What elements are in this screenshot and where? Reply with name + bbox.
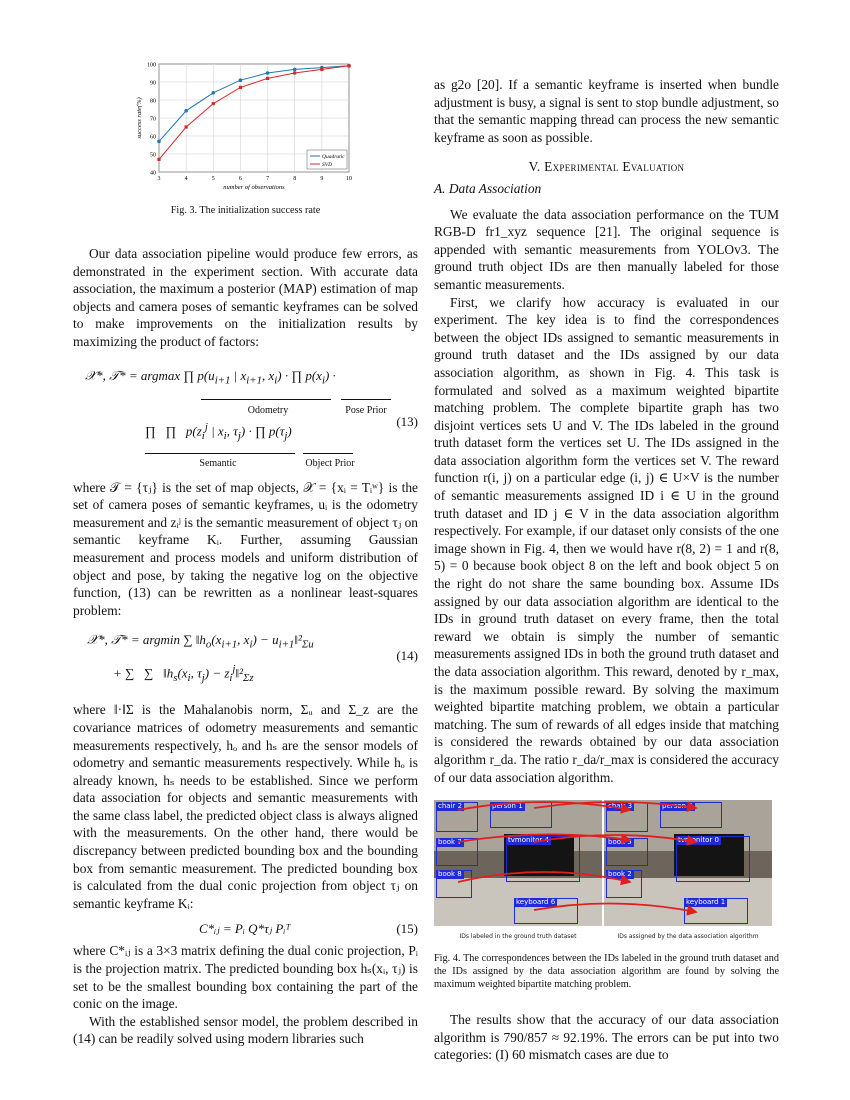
y-tick-label: 100 — [147, 62, 156, 69]
bounding-box-label: book 2 — [608, 870, 632, 879]
pose-prior-label: Pose Prior — [345, 404, 387, 416]
eq13-line2: ∏ ∏ $p(z_i^j$ | $x_i$, $\tau_j$) · ∏ $p(\tau_j)$ — [145, 420, 292, 442]
eq14-line2: + ∑ ∑ $‖h_s(x_i$, $\tau_j$) − $z_i^j‖^2_{\Sigma z}$ — [113, 663, 254, 685]
data-point — [239, 78, 243, 82]
equation-15 — [73, 916, 418, 942]
fig4-sublabel-right: IDs assigned by the data association algorithm — [617, 933, 759, 941]
bounding-box-label: chair 2 — [438, 802, 463, 811]
odometry-label: Odometry — [247, 404, 289, 416]
data-point — [293, 68, 297, 72]
data-point — [157, 140, 161, 144]
fig4-image — [434, 800, 772, 940]
x-tick-label: 8 — [293, 176, 297, 182]
eq15-body: C*ᵢⱼ = Pᵢ Q*τⱼ Pᵢᵀ — [199, 921, 291, 937]
correspondence-arrows — [434, 800, 772, 926]
left-column — [73, 60, 418, 1048]
eq15-number: (15) — [396, 921, 418, 937]
paragraph: With the established sensor model, the problem described in (14) can be readily solved using modern libraries such — [73, 1013, 418, 1047]
bounding-box-label: book 7 — [438, 838, 462, 847]
fig3-chart — [133, 60, 358, 190]
series-line-svd — [159, 66, 349, 160]
bounding-box-label: keyboard 1 — [686, 898, 726, 907]
success-rate-chart — [133, 60, 358, 190]
data-point — [157, 158, 160, 161]
y-tick-label: 80 — [150, 98, 156, 105]
legend-label: SVD — [322, 162, 333, 168]
y-tick-label: 90 — [150, 80, 156, 87]
paragraph: First, we clarify how accuracy is evaluated in our experiment. The key idea is to find the correspondences between the object IDs assigned to semantic measurements in ground truth dataset and the IDs assigned by our data association algorithm, as shown in Fig. 4. This task is formulated and solved as a maximum weighted bipartite matching problem. The complete bipartite graph has two disjoint vertices sets U and V. The IDs labeled in the ground truth dataset form the vertices set U. The IDs assigned in the data association algorithm form the vertices set V. The reward function r(i, j) on a particular edge (i, j) ∈ U×V is the number of semantic measurements assigned ID i ∈ U in the ground truth dataset and ID j ∈ V in the data association algorithm respectively. For example, if our dataset only consists of the one image shown in Fig. 4, then we would have r(8, 2) = 1 and r(8, 5) = 0 because book object 8 on the left and book object 5 on the right do not share the same bounding box. Assume IDs assigned by our data association algorithm are identical to the IDs in ground truth dataset on every frame, then the total reward we obtain is simply the number of semantic measurements assigned IDs in both the ground truth dataset and the data association algorithm. This reward, denoted by r_max, is the maximum possible reward. By solving the maximum weighted bipartite matching problem, we obtain a particular matching. The sum of rewards of all edges inside that matching is considered the rewards obtained by our data association algorithm r_da. The ratio r_da/r_max is considered the accuracy of our data association algorithm. — [434, 294, 779, 785]
eq14-number: (14) — [396, 648, 418, 664]
y-tick-label: 70 — [150, 116, 156, 123]
data-point — [184, 109, 188, 113]
y-tick-label: 50 — [150, 152, 156, 159]
fig4-caption: Fig. 4. The correspondences between the IDs labeled in the ground truth dataset and the IDs assigned by the data association algorithm are found by solving the maximum weighted bipartite matching problem. — [434, 953, 779, 991]
equation-14 — [73, 627, 418, 693]
bounding-box-label: book 5 — [608, 838, 632, 847]
data-point — [320, 68, 323, 71]
object-prior-label: Object Prior — [305, 457, 355, 469]
eq13-number: (13) — [396, 413, 418, 429]
bounding-box-label: chair 3 — [608, 802, 633, 811]
y-tick-label: 40 — [150, 170, 156, 177]
bounding-box-label: book 8 — [438, 870, 462, 879]
fig4-sublabel-left: IDs labeled in the ground truth dataset — [459, 933, 577, 941]
paragraph: We evaluate the data association performance on the TUM RGB-D fr1_xyz sequence [21]. The original sequence is appended with semantic measurements from YOLOv3. The ground truth object IDs are then manually labeled for those semantic measurements. — [434, 206, 779, 292]
bounding-box-label: tvmonitor 4 — [508, 836, 549, 845]
paragraph: The results show that the accuracy of our data association algorithm is 790/857 ≈ 92.19%. The errors can be put into two categories: (I) 60 mismatch cases are due to — [434, 1012, 779, 1063]
data-point — [266, 71, 270, 75]
data-point — [293, 71, 296, 74]
equation-13 — [73, 357, 418, 475]
x-axis-label: number of observations — [223, 184, 285, 190]
eq14-line1: 𝒳*, 𝒯* = argmin ∑ $‖h_o(x_{i+1}$, $x_i$) − $u_{i+1}‖^2_{\Sigma u}$ — [87, 632, 314, 651]
semantic-label: Semantic — [199, 457, 237, 469]
right-column — [434, 76, 779, 1064]
paragraph: where ‖·‖Σ is the Mahalanobis norm, Σᵤ and Σ_z are the covariance matrices of odometry measurements and semantic measurements respectively, hₒ and hₛ are the sensor models of odometry and semantic measurements respectively. While hₒ is already known, hₛ needs to be established. Since we perform data association for objects and semantic measurements with the same class label, the predicted object class is always aligned with the measurements. On the other hand, there would be discrepancy between predicted bounding box and the bounding box from semantic measurement. The predicted bounding box is calculated from the dual conic projection from object τⱼ on semantic keyframe Kᵢ: — [73, 702, 418, 911]
paragraph: where 𝒯 = {τⱼ} is the set of map objects, 𝒳 = {xᵢ = Tᵢʷ} is the set of camera poses of semantic keyframes, uᵢ is the odometry measurement and zᵢʲ is the semantic measurement of object τⱼ on semantic keyframe Kᵢ. Further, assuming Gaussian measurement and process models and uniform distribution of object and pose, by taking the negative log on the objective function, (13) can be rewritten as a nonlinear least-squares problem: — [73, 479, 418, 618]
y-tick-label: 60 — [150, 134, 156, 141]
x-tick-label: 6 — [238, 176, 242, 182]
data-point — [347, 64, 350, 67]
data-point — [212, 102, 215, 105]
subsection-heading: A. Data Association — [434, 180, 542, 196]
data-point — [185, 125, 188, 128]
x-tick-label: 9 — [320, 176, 324, 182]
bounding-box-label: keyboard 6 — [516, 898, 556, 907]
series-line-quadratic — [159, 66, 349, 142]
paragraph: Our data association pipeline would produce few errors, as demonstrated in the experiment section. With accurate data association, the maximum a posterior (MAP) estimation of map objects and camera poses of semantic keyframes can be solved to make improvements on the initialization results by maximizing the product of factors: — [73, 246, 418, 349]
x-tick-label: 4 — [184, 176, 188, 182]
y-axis-label: success rate(%) — [136, 97, 143, 139]
x-tick-label: 3 — [157, 176, 161, 182]
x-tick-label: 5 — [211, 176, 215, 182]
fig3-caption: Fig. 3. The initialization success rate — [170, 205, 321, 216]
data-point — [239, 86, 242, 89]
data-point — [211, 91, 215, 95]
eq13-line1: 𝒳*, 𝒯* = argmax ∏ $p(u_{i+1}$ | $x_{i+1}$, $x_i$) · ∏ $p(x_i)$ · — [85, 367, 336, 387]
bounding-box-label: tvmonitor 0 — [678, 836, 719, 845]
data-point — [266, 77, 269, 80]
section-heading: V. Experimental Evaluation — [528, 159, 685, 175]
bounding-box-label: person 1 — [492, 802, 523, 811]
legend-label: Quadratic — [322, 154, 345, 160]
x-tick-label: 7 — [266, 176, 270, 182]
paragraph: as g2o [20]. If a semantic keyframe is inserted when bundle adjustment is busy, a signal is sent to stop bundle adjustment, so that the semantic mapping thread can process the new semantic keyframe as soon as possible. — [434, 77, 779, 145]
bounding-box-label: person 6 — [662, 802, 693, 811]
x-tick-label: 10 — [346, 176, 352, 182]
paragraph: where C*ᵢⱼ is a 3×3 matrix defining the dual conic projection, Pᵢ is the projection matrix. The predicted bounding box hₛ(xᵢ, τⱼ) is set to be the smallest bounding box containing the part of the conic on the image. — [73, 943, 418, 1012]
